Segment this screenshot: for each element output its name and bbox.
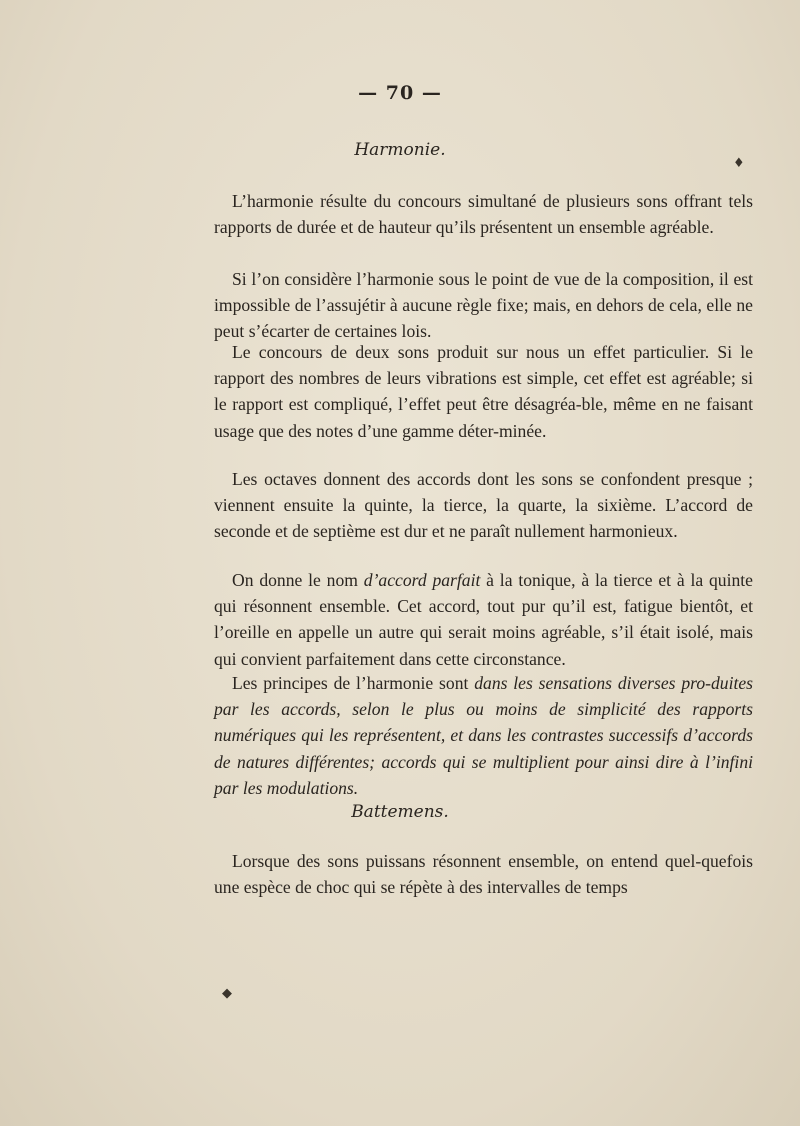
paragraph-5-emphasis: d’accord parfait xyxy=(363,570,481,590)
paragraph-5-text-b: à la tonique, à la tierce et à la quinte qui résonnent ensemble. Cet accord, tout pur qu’il est, fatigue bientôt, et l’oreille en appelle un autre qui serait moins agréable, s’il était isolé, mais qui convient parfaitement dans cette circonstance. xyxy=(214,570,753,669)
paragraph-3: Le concours de deux sons produit sur nous un effet particulier. Si le rapport des nombres de leurs vibrations est simple, cet effet est agréable; si le rapport est compliqué, l’effet peut être désagréa-ble, même en ne faisant usage que des notes d’une gamme déter-minée. xyxy=(214,342,753,441)
paragraph-4: Les octaves donnent des accords dont les sons se confondent presque ; viennent ensuite la quinte, la tierce, la quarte, la sixième. L’accord de seconde et de septième est dur et ne paraît nullement harmonieux. xyxy=(214,469,753,542)
ink-mark-bottom: ◆ xyxy=(222,986,232,1001)
ink-mark-top: ♦ xyxy=(733,156,745,171)
paragraph-6 xyxy=(214,670,753,801)
section-heading-harmonie: Harmonie. xyxy=(354,140,446,160)
page-number: — 70 — xyxy=(358,82,442,104)
section-heading-battemens: Battemens. xyxy=(351,802,449,822)
paragraph-5-text-a: On donne le nom xyxy=(232,570,364,590)
paragraph-6-text-a: Les principes de l’harmonie sont xyxy=(232,673,475,693)
paragraph-6-emphasis: dans les sensations diverses pro-duites par les accords, selon le plus ou moins de simplicité des rapports numériques qui les représentent, et dans les contrastes successifs d’accords de natures différentes; accords qui se multiplient pour ainsi dire à l’infini par les modulations. xyxy=(214,673,753,798)
paragraph-5 xyxy=(214,567,753,672)
paragraph-2: Si l’on considère l’harmonie sous le point de vue de la composition, il est impossible de l’assujétir à aucune règle fixe; mais, en dehors de cela, elle ne peut s’écarter de certaines lois. xyxy=(214,269,753,342)
paragraph-1: L’harmonie résulte du concours simultané de plusieurs sons offrant tels rapports de durée et de hauteur qu’ils présentent un ensemble agréable. xyxy=(214,191,753,238)
paragraph-7: Lorsque des sons puissans résonnent ensemble, on entend quel-quefois une espèce de choc qui se répète à des intervalles de temps xyxy=(214,851,753,898)
